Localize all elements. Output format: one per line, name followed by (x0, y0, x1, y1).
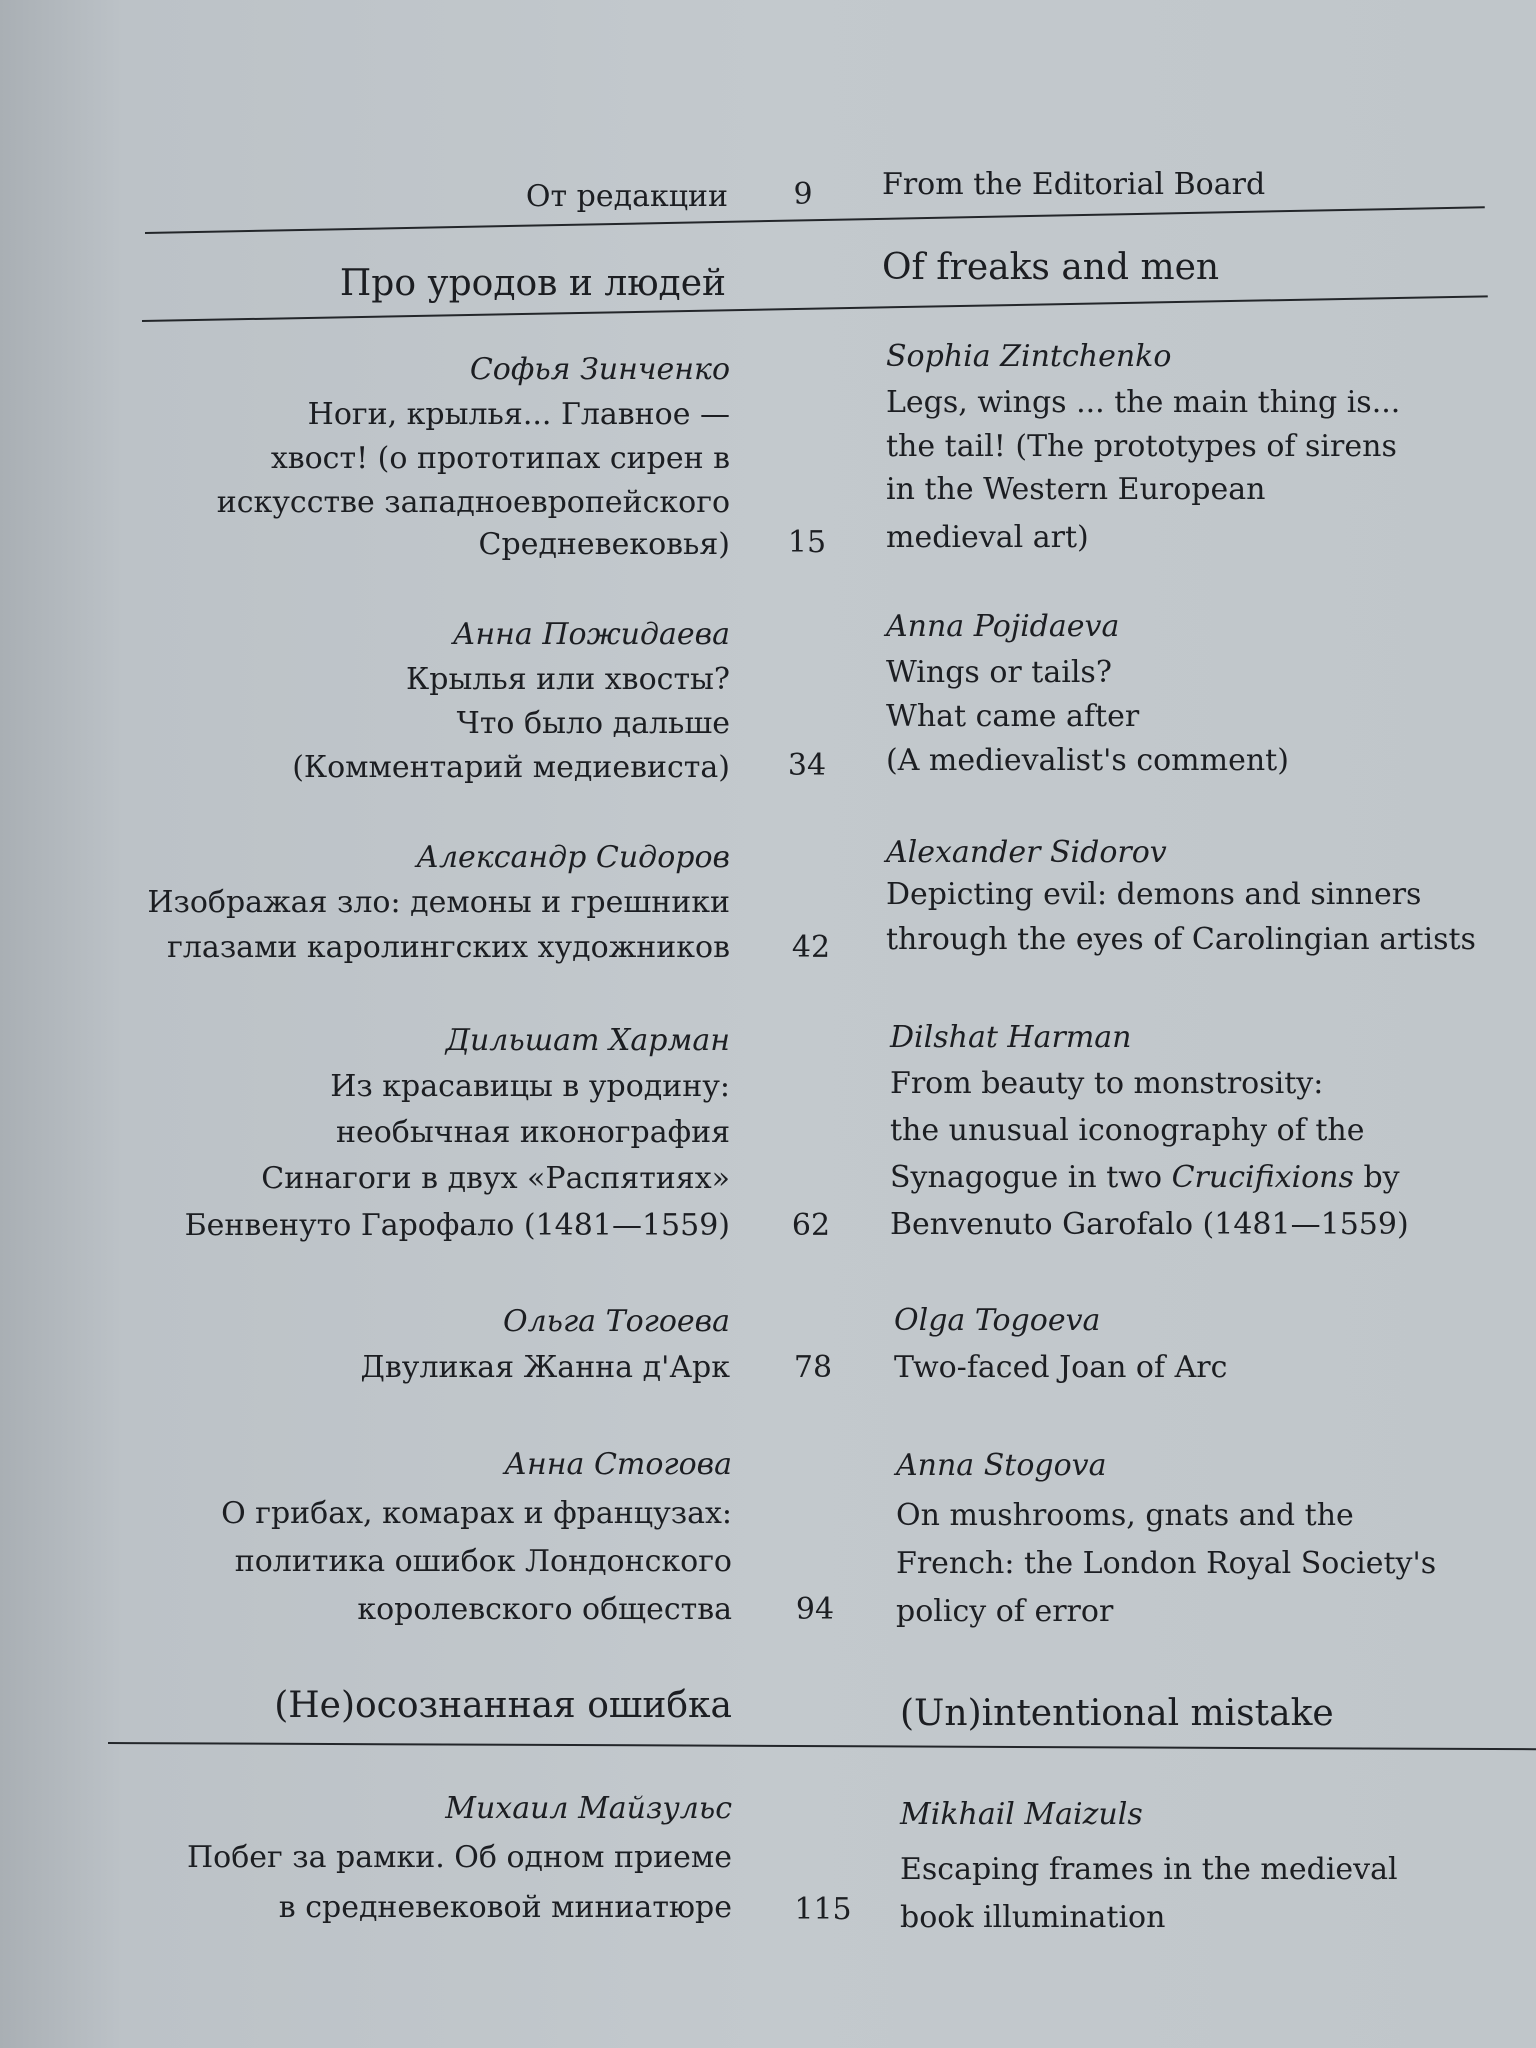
entry-6-title-ru-line3: королевского общества (357, 1592, 732, 1627)
entry-6-author-ru: Анна Стогова (504, 1447, 732, 1482)
entry-5-title-en-line1: Two-faced Joan of Arc (894, 1350, 1228, 1385)
entry-4-title-en-line3-start: Synagogue in two (890, 1160, 1172, 1195)
section-2-title-ru: (Не)осознанная ошибка (274, 1685, 732, 1726)
entry-7-title-en-line1: Escaping frames in the medieval (900, 1852, 1398, 1887)
entry-3-author-ru: Александр Сидоров (416, 840, 730, 875)
entry-6-page: 94 (795, 1592, 835, 1627)
entry-4-author-en: Dilshat Harman (890, 1020, 1132, 1055)
entry-2-title-ru-line1: Крылья или хвосты? (406, 662, 730, 697)
entry-1-author-ru: Софья Зинченко (469, 352, 730, 387)
entry-2-title-ru-line2: Что было дальше (456, 706, 730, 741)
section-1-title-en: Of freaks and men (882, 247, 1220, 288)
entry-4-title-en-line4: Benvenuto Garofalo (1481—1559) (890, 1207, 1409, 1242)
entry-2-title-ru-line3: (Комментарий медиевиста) (292, 750, 730, 785)
section-1-title-ru: Про уродов и людей (339, 263, 726, 304)
entry-6-author-en: Anna Stogova (896, 1448, 1107, 1483)
entry-4-title-en-line3 (890, 1155, 1400, 1201)
editorial-page: 9 (793, 177, 813, 212)
entry-2-title-en-line1: Wings or tails? (886, 655, 1112, 690)
entry-4-title-en-italic: Crucifixions (1171, 1160, 1354, 1195)
entry-2-title-en-line2: What came after (886, 699, 1140, 734)
entry-1-title-en-line3: in the Western European (886, 472, 1266, 507)
entry-2-author-ru: Анна Пожидаева (452, 617, 730, 652)
entry-4-title-en-line1: From beauty to monstrosity: (890, 1066, 1324, 1101)
entry-6-title-en-line1: On mushrooms, gnats and the (896, 1498, 1354, 1533)
editorial-en: From the Editorial Board (882, 167, 1266, 202)
entry-5-page: 78 (793, 1350, 833, 1385)
entry-1-author-en: Sophia Zintchenko (886, 339, 1172, 374)
entry-4-title-ru-line3: Синагоги в двух «Распятиях» (261, 1161, 730, 1196)
editorial-ru: От редакции (525, 179, 728, 214)
entry-3-page: 42 (791, 930, 831, 965)
entry-7-page: 115 (794, 1892, 852, 1927)
entry-4-title-ru-line4: Бенвенуто Гарофало (1481—1559) (184, 1208, 730, 1243)
entry-5-title-ru-line1: Двуликая Жанна д'Арк (360, 1350, 730, 1385)
entry-7-title-en-line2: book illumination (900, 1900, 1166, 1935)
entry-1-title-ru-line3: искусстве западноевропейского (216, 485, 730, 520)
entry-1-title-en-line4: medieval art) (886, 520, 1089, 555)
entry-7-author-ru: Михаил Майзульс (445, 1791, 732, 1826)
entry-2-page: 34 (787, 748, 827, 783)
entry-1-title-en-line1: Legs, wings ... the main thing is... (886, 385, 1401, 420)
entry-1-title-en-line2: the tail! (The prototypes of sirens (886, 429, 1397, 464)
entry-4-title-en-line2: the unusual iconography of the (890, 1113, 1365, 1148)
entry-1-page: 15 (787, 525, 827, 560)
entry-5-author-en: Olga Togoeva (894, 1303, 1101, 1338)
section-2-title-en: (Un)intentional mistake (900, 1693, 1334, 1734)
entry-1-title-ru-line2: хвост! (о прототипах сирен в (270, 441, 730, 476)
entry-1-title-ru-line4: Средневековья) (478, 527, 730, 562)
entry-4-title-ru-line2: необычная иконография (336, 1115, 730, 1150)
entry-7-author-en: Mikhail Maizuls (900, 1797, 1143, 1832)
entry-6-title-ru-line2: политика ошибок Лондонского (234, 1544, 732, 1579)
bleed-through-left (240, 260, 255, 352)
entry-7-title-ru-line2: в средневековой миниатюре (278, 1890, 732, 1925)
entry-6-title-ru-line1: О грибах, комарах и французах: (221, 1496, 732, 1531)
entry-3-title-en-line2: through the eyes of Carolingian artists (886, 922, 1476, 957)
entry-2-title-en-line3: (A medievalist's comment) (886, 743, 1289, 778)
entry-3-title-ru-line1: Изображая зло: демоны и грешники (147, 885, 730, 920)
entry-3-title-en-line1: Depicting evil: demons and sinners (886, 877, 1422, 912)
entry-3-author-en: Alexander Sidorov (886, 835, 1167, 870)
entry-4-title-ru-line1: Из красавицы в уродину: (330, 1069, 730, 1104)
rule-section-2 (108, 1742, 1536, 1750)
entry-5-author-ru: Ольга Тогоева (502, 1304, 730, 1339)
entry-4-author-ru: Дильшат Харман (445, 1023, 730, 1058)
entry-1-title-ru-line1: Ноги, крылья... Главное — (307, 397, 730, 432)
entry-6-title-en-line3: policy of error (896, 1594, 1114, 1629)
entry-2-author-en: Anna Pojidaeva (886, 609, 1120, 644)
entry-3-title-ru-line2: глазами каролингских художников (167, 930, 730, 965)
entry-7-title-ru-line1: Побег за рамки. Об одном приеме (186, 1840, 732, 1875)
entry-4-title-en-line3-end: by (1353, 1160, 1400, 1195)
entry-4-page: 62 (791, 1208, 831, 1243)
entry-6-title-en-line2: French: the London Royal Society's (896, 1546, 1437, 1581)
